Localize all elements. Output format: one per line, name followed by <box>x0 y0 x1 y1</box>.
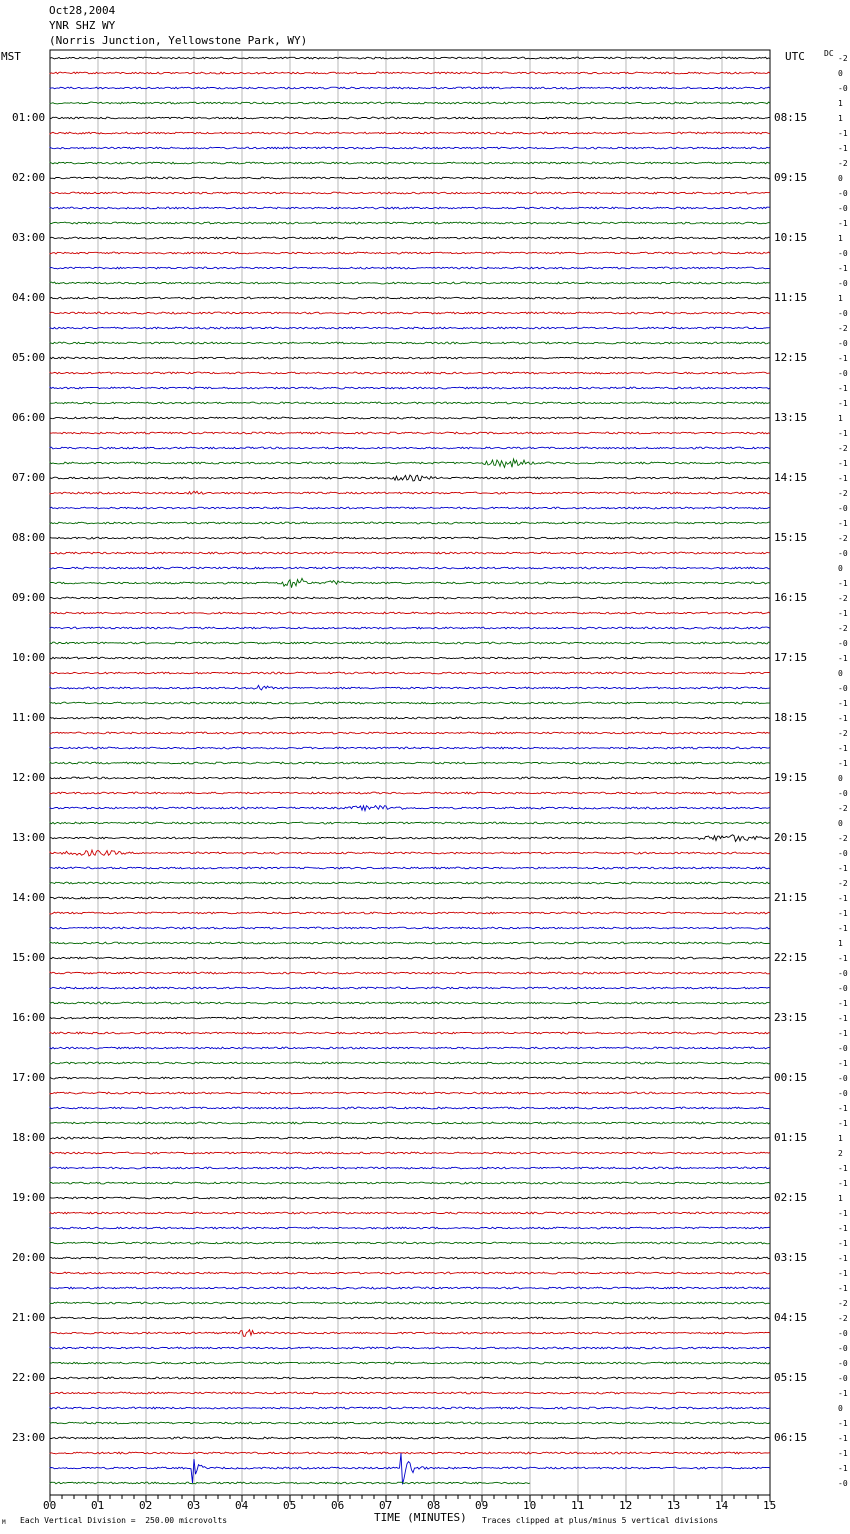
dc-offset-label: 1 <box>838 234 843 243</box>
dc-offset-label: -0 <box>838 849 848 858</box>
left-timezone-label: MST <box>1 50 21 63</box>
dc-offset-label: -2 <box>838 834 848 843</box>
dc-offset-label: -1 <box>838 714 848 723</box>
seismic-trace <box>50 567 770 569</box>
seismic-trace <box>50 1257 770 1259</box>
dc-offset-label: -1 <box>838 1464 848 1473</box>
seismic-trace <box>50 132 770 134</box>
dc-offset-label: 0 <box>838 69 843 78</box>
dc-offset-label: -1 <box>838 384 848 393</box>
seismic-trace <box>50 612 770 614</box>
dc-offset-label: -1 <box>838 144 848 153</box>
seismic-trace <box>50 1092 770 1094</box>
dc-offset-label: -0 <box>838 639 848 648</box>
dc-offset-label: -1 <box>838 1269 848 1278</box>
dc-offset-label: -1 <box>838 1014 848 1023</box>
seismic-trace <box>50 267 770 269</box>
station-code: YNR SHZ WY <box>49 19 116 32</box>
x-tick-label: 10 <box>523 1499 537 1512</box>
seismic-trace <box>50 537 770 539</box>
left-hour-label: 20:00 <box>12 1251 46 1264</box>
dc-offset-label: -2 <box>838 804 848 813</box>
seismic-trace <box>50 1242 770 1244</box>
seismic-trace <box>50 685 770 690</box>
left-hour-label: 08:00 <box>12 531 46 544</box>
dc-offset-label: -1 <box>838 999 848 1008</box>
seismic-trace <box>50 1152 770 1154</box>
right-hour-label: 08:15 <box>774 111 808 124</box>
right-hour-label: 10:15 <box>774 231 808 244</box>
dc-offset-label: 1 <box>838 294 843 303</box>
seismic-trace <box>50 1002 770 1004</box>
left-hour-label: 13:00 <box>12 831 46 844</box>
dc-offset-label: -2 <box>838 879 848 888</box>
dc-offset-label: -1 <box>838 759 848 768</box>
dc-offset-label: -0 <box>838 504 848 513</box>
seismic-trace <box>50 1347 770 1349</box>
seismic-trace <box>50 927 770 929</box>
dc-offset-label: -1 <box>838 1104 848 1113</box>
seismic-trace <box>50 1453 770 1484</box>
dc-offset-label: -1 <box>838 429 848 438</box>
dc-offset-label: 1 <box>838 939 843 948</box>
x-tick-label: 15 <box>763 1499 777 1512</box>
seismic-trace <box>50 747 770 749</box>
dc-offset-label: -0 <box>838 249 848 258</box>
seismic-trace <box>50 475 770 481</box>
dc-offset-label: -1 <box>838 399 848 408</box>
dc-offset-label: -1 <box>838 579 848 588</box>
x-tick-label: 07 <box>379 1499 393 1512</box>
dc-offset-label: -1 <box>838 1029 848 1038</box>
dc-offset-label: -0 <box>838 1359 848 1368</box>
seismic-trace <box>50 1302 770 1304</box>
right-hour-label: 18:15 <box>774 711 808 724</box>
seismic-trace <box>50 417 770 419</box>
right-hour-label: 12:15 <box>774 351 808 364</box>
seismic-trace <box>50 1437 770 1439</box>
left-hour-label: 21:00 <box>12 1311 46 1324</box>
left-hour-label: 19:00 <box>12 1191 46 1204</box>
seismic-trace <box>50 1167 770 1169</box>
right-hour-label: 06:15 <box>774 1431 808 1444</box>
right-hour-label: 19:15 <box>774 771 808 784</box>
dc-offset-label: -0 <box>838 369 848 378</box>
dc-offset-label: -1 <box>838 1224 848 1233</box>
dc-offset-label: 0 <box>838 669 843 678</box>
dc-offset-label: -1 <box>838 264 848 273</box>
dc-offset-label: -2 <box>838 594 848 603</box>
dc-offset-label: -0 <box>838 279 848 288</box>
left-hour-label: 07:00 <box>12 471 46 484</box>
x-tick-label: 11 <box>571 1499 585 1512</box>
dc-offset-label: -0 <box>838 1344 848 1353</box>
seismic-trace <box>50 1032 770 1034</box>
dc-offset-label: -1 <box>838 1434 848 1443</box>
dc-offset-label: 1 <box>838 1194 843 1203</box>
seismic-trace <box>50 102 770 104</box>
seismic-trace <box>50 1062 770 1064</box>
seismic-trace <box>50 1077 770 1079</box>
dc-offset-label: -1 <box>838 744 848 753</box>
seismic-trace <box>50 459 770 467</box>
seismic-trace <box>50 762 770 764</box>
seismic-trace <box>50 850 770 856</box>
record-date: Oct28,2004 <box>49 4 116 17</box>
seismic-trace <box>50 57 770 59</box>
seismic-trace <box>50 432 770 434</box>
seismic-trace <box>50 1122 770 1124</box>
dc-offset-label: -1 <box>838 1449 848 1458</box>
seismic-trace <box>50 1407 770 1409</box>
seismic-trace <box>50 87 770 89</box>
x-tick-label: 14 <box>715 1499 729 1512</box>
right-hour-label: 16:15 <box>774 591 808 604</box>
dc-offset-label: -1 <box>838 219 848 228</box>
dc-offset-label: -0 <box>838 549 848 558</box>
left-hour-label: 22:00 <box>12 1371 46 1384</box>
dc-offset-label: -2 <box>838 534 848 543</box>
dc-offset-label: -1 <box>838 129 848 138</box>
seismic-trace <box>50 1422 770 1424</box>
dc-offset-label: 1 <box>838 414 843 423</box>
seismic-trace <box>50 1017 770 1019</box>
seismic-trace <box>50 578 770 587</box>
dc-offset-label: 1 <box>838 1134 843 1143</box>
seismic-trace <box>50 447 770 449</box>
dc-offset-label: -0 <box>838 204 848 213</box>
seismic-trace <box>50 942 770 944</box>
dc-offset-label: -1 <box>838 1419 848 1428</box>
dc-offset-label: -0 <box>838 189 848 198</box>
dc-offset-label: -1 <box>838 1179 848 1188</box>
dc-offset-label: -1 <box>838 609 848 618</box>
seismic-trace <box>50 162 770 164</box>
x-tick-label: 08 <box>427 1499 441 1512</box>
dc-offset-label: -1 <box>838 519 848 528</box>
seismic-trace <box>50 147 770 149</box>
dc-offset-label: -1 <box>838 864 848 873</box>
seismic-trace <box>50 552 770 554</box>
dc-offset-label: 0 <box>838 819 843 828</box>
dc-offset-label: -1 <box>838 909 848 918</box>
left-hour-label: 15:00 <box>12 951 46 964</box>
left-hour-label: 17:00 <box>12 1071 46 1084</box>
dc-offset-label: -0 <box>838 984 848 993</box>
right-hour-label: 03:15 <box>774 1251 808 1264</box>
seismic-trace <box>50 642 770 644</box>
dc-offset-label: -0 <box>838 1089 848 1098</box>
dc-offset-label: -1 <box>838 654 848 663</box>
seismic-trace <box>50 207 770 209</box>
seismic-trace <box>50 372 770 374</box>
dc-offset-label: -1 <box>838 699 848 708</box>
x-tick-label: 04 <box>235 1499 249 1512</box>
seismic-trace <box>50 1392 770 1394</box>
seismic-trace <box>50 297 770 299</box>
dc-offset-label: -1 <box>838 1239 848 1248</box>
x-tick-label: 13 <box>667 1499 681 1512</box>
corner-mark: M <box>2 1519 6 1526</box>
right-timezone-label: UTC <box>785 50 805 63</box>
right-hour-label: 11:15 <box>774 291 808 304</box>
dc-label: DC <box>824 49 834 58</box>
left-hour-label: 09:00 <box>12 591 46 604</box>
seismic-trace <box>50 327 770 329</box>
right-hour-label: 09:15 <box>774 171 808 184</box>
dc-offset-label: 1 <box>838 114 843 123</box>
x-tick-label: 03 <box>187 1499 201 1512</box>
x-tick-label: 06 <box>331 1499 345 1512</box>
dc-offset-label: -1 <box>838 354 848 363</box>
right-hour-label: 02:15 <box>774 1191 808 1204</box>
left-hour-label: 16:00 <box>12 1011 46 1024</box>
right-hour-label: 05:15 <box>774 1371 808 1384</box>
dc-offset-label: -1 <box>838 1284 848 1293</box>
left-hour-label: 11:00 <box>12 711 46 724</box>
left-hour-label: 06:00 <box>12 411 46 424</box>
dc-offset-label: -1 <box>838 459 848 468</box>
x-tick-label: 12 <box>619 1499 633 1512</box>
left-hour-label: 01:00 <box>12 111 46 124</box>
seismic-trace <box>50 1362 770 1364</box>
right-hour-label: 17:15 <box>774 651 808 664</box>
dc-offset-label: -2 <box>838 159 848 168</box>
dc-offset-label: -0 <box>838 339 848 348</box>
dc-offset-label: -1 <box>838 1254 848 1263</box>
dc-offset-label: -1 <box>838 1119 848 1128</box>
seismic-trace <box>50 491 770 494</box>
seismic-trace <box>50 1227 770 1229</box>
seismic-trace <box>50 1272 770 1274</box>
seismic-trace <box>50 672 770 674</box>
left-hour-label: 12:00 <box>12 771 46 784</box>
seismic-trace <box>50 1452 770 1454</box>
dc-offset-label: -2 <box>838 489 848 498</box>
dc-offset-label: -0 <box>838 684 848 693</box>
dc-offset-label: 0 <box>838 564 843 573</box>
seismic-trace <box>50 312 770 314</box>
left-hour-label: 10:00 <box>12 651 46 664</box>
station-location: (Norris Junction, Yellowstone Park, WY) <box>49 34 308 47</box>
dc-offset-label: -1 <box>838 894 848 903</box>
seismic-trace <box>50 822 770 824</box>
dc-offset-label: -2 <box>838 54 848 63</box>
right-hour-label: 04:15 <box>774 1311 808 1324</box>
dc-offset-label: -1 <box>838 1164 848 1173</box>
left-hour-label: 05:00 <box>12 351 46 364</box>
seismic-trace <box>50 1212 770 1214</box>
left-hour-label: 14:00 <box>12 891 46 904</box>
seismic-trace <box>50 987 770 989</box>
left-hour-label: 18:00 <box>12 1131 46 1144</box>
x-tick-label: 05 <box>283 1499 297 1512</box>
seismic-trace <box>50 402 770 404</box>
x-axis-title: TIME (MINUTES) <box>374 1511 467 1524</box>
left-hour-label: 04:00 <box>12 291 46 304</box>
right-hour-label: 23:15 <box>774 1011 808 1024</box>
dc-offset-label: -0 <box>838 1479 848 1488</box>
dc-offset-label: -1 <box>838 924 848 933</box>
dc-offset-label: 1 <box>838 99 843 108</box>
left-hour-label: 23:00 <box>12 1431 46 1444</box>
seismic-trace <box>50 657 770 659</box>
right-hour-label: 13:15 <box>774 411 808 424</box>
seismic-trace <box>50 387 770 389</box>
dc-offset-label: -0 <box>838 309 848 318</box>
seismic-trace <box>50 1317 770 1319</box>
right-hour-label: 15:15 <box>774 531 808 544</box>
x-tick-label: 00 <box>43 1499 57 1512</box>
left-hour-label: 02:00 <box>12 171 46 184</box>
seismic-trace <box>50 1287 770 1289</box>
dc-offset-label: -0 <box>838 84 848 93</box>
seismic-trace <box>50 1197 770 1199</box>
seismic-trace <box>50 507 770 509</box>
seismic-trace <box>50 1330 770 1337</box>
seismic-trace <box>50 1107 770 1109</box>
dc-offset-label: -0 <box>838 969 848 978</box>
dc-offset-label: -2 <box>838 624 848 633</box>
seismic-trace <box>50 117 770 119</box>
dc-offset-label: -1 <box>838 1059 848 1068</box>
dc-offset-label: -2 <box>838 1314 848 1323</box>
seismic-trace <box>50 252 770 254</box>
seismic-trace <box>50 1047 770 1049</box>
right-hour-label: 20:15 <box>774 831 808 844</box>
right-hour-label: 21:15 <box>774 891 808 904</box>
dc-offset-label: -2 <box>838 444 848 453</box>
dc-offset-label: -2 <box>838 324 848 333</box>
right-hour-label: 01:15 <box>774 1131 808 1144</box>
dc-offset-label: 2 <box>838 1149 843 1158</box>
dc-offset-label: -2 <box>838 1299 848 1308</box>
seismic-trace <box>50 777 770 779</box>
x-tick-label: 09 <box>475 1499 489 1512</box>
left-hour-label: 03:00 <box>12 231 46 244</box>
dc-offset-label: -1 <box>838 1389 848 1398</box>
seismic-trace <box>50 597 770 599</box>
seismic-trace <box>50 867 770 869</box>
x-tick-label: 01 <box>91 1499 105 1512</box>
seismic-trace <box>50 357 770 359</box>
seismic-trace <box>50 957 770 959</box>
seismic-trace <box>50 282 770 284</box>
dc-offset-label: -0 <box>838 1329 848 1338</box>
seismic-trace <box>50 177 770 179</box>
dc-offset-label: -2 <box>838 729 848 738</box>
dc-offset-label: 0 <box>838 1404 843 1413</box>
dc-offset-label: -0 <box>838 789 848 798</box>
seismic-trace <box>50 882 770 884</box>
dc-offset-label: -1 <box>838 954 848 963</box>
x-tick-label: 02 <box>139 1499 153 1512</box>
seismic-trace <box>50 792 770 794</box>
seismic-trace <box>50 1182 770 1184</box>
dc-offset-label: 0 <box>838 774 843 783</box>
seismic-trace <box>50 806 770 811</box>
seismic-trace <box>50 1137 770 1139</box>
seismic-trace <box>50 522 770 524</box>
seismic-trace <box>50 72 770 74</box>
right-hour-label: 22:15 <box>774 951 808 964</box>
right-hour-label: 14:15 <box>774 471 808 484</box>
seismic-trace <box>50 222 770 224</box>
seismic-trace <box>50 732 770 734</box>
seismic-trace <box>50 237 770 239</box>
seismic-trace <box>50 717 770 719</box>
right-hour-label: 00:15 <box>774 1071 808 1084</box>
scale-note: Each Vertical Division = 250.00 microvolts <box>20 1516 228 1525</box>
seismic-trace <box>50 1377 770 1379</box>
dc-offset-label: -0 <box>838 1374 848 1383</box>
seismic-trace <box>50 972 770 974</box>
seismic-trace <box>50 835 770 842</box>
seismic-trace <box>50 912 770 914</box>
seismic-trace <box>50 897 770 899</box>
dc-offset-label: -1 <box>838 474 848 483</box>
dc-offset-label: -0 <box>838 1044 848 1053</box>
seismic-trace <box>50 702 770 704</box>
dc-offset-label: -0 <box>838 1074 848 1083</box>
seismic-trace <box>50 192 770 194</box>
clip-note: Traces clipped at plus/minus 5 vertical divisions <box>482 1516 719 1525</box>
dc-offset-label: -1 <box>838 1209 848 1218</box>
dc-offset-label: 0 <box>838 174 843 183</box>
seismic-trace <box>50 342 770 344</box>
seismic-trace <box>50 627 770 629</box>
